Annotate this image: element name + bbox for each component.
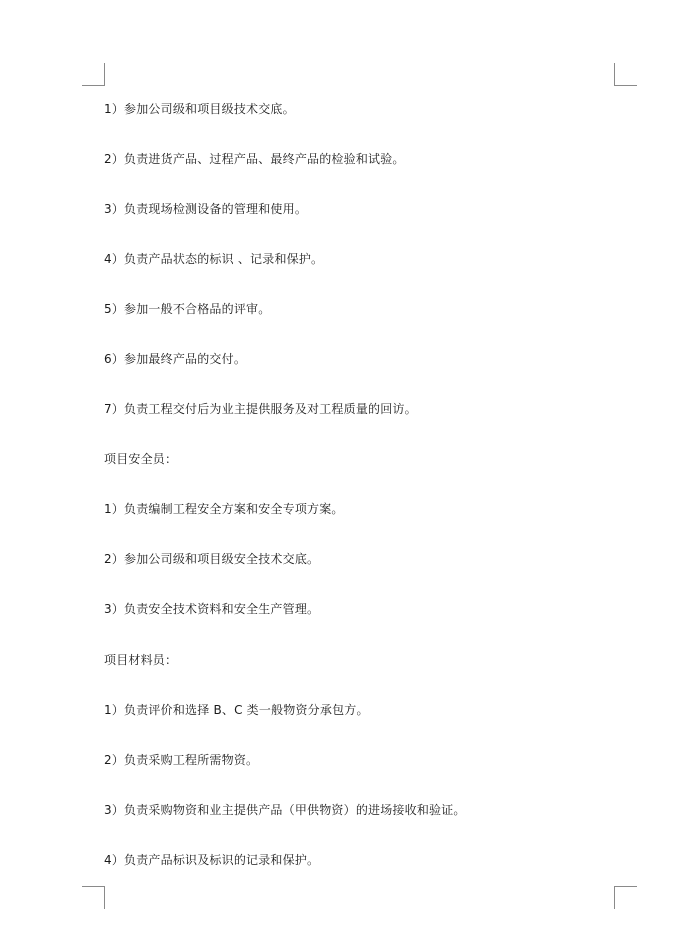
paragraph-line: 3）负责现场检测设备的管理和使用。 [104,202,308,216]
paragraph-line: 2）负责采购工程所需物资。 [104,753,259,767]
paragraph-line: 6）参加最终产品的交付。 [104,352,247,366]
paragraph-line: 5）参加一般不合格品的评审。 [104,302,271,316]
bottom-left-margin-mark [82,886,105,909]
paragraph-line: 2）负责进货产品、过程产品、最终产品的检验和试验。 [104,152,405,166]
paragraph-line: 4）负责产品标识及标识的记录和保护。 [104,853,320,867]
paragraph-line: 7）负责工程交付后为业主提供服务及对工程质量的回访。 [104,402,417,416]
section-heading: 项目安全员： [104,452,178,466]
section-heading: 项目材料员： [104,653,178,667]
paragraph-line: 4）负责产品状态的标识 、记录和保护。 [104,252,324,266]
paragraph-line: 1）参加公司级和项目级技术交底。 [104,102,295,116]
paragraph-line: 3）负责采购物资和业主提供产品（甲供物资）的进场接收和验证。 [104,803,466,817]
paragraph-line: 1）负责编制工程安全方案和安全专项方案。 [104,502,344,516]
top-left-margin-mark [82,63,105,86]
paragraph-line: 2）参加公司级和项目级安全技术交底。 [104,552,320,566]
top-right-margin-mark [614,63,637,86]
paragraph-line: 3）负责安全技术资料和安全生产管理。 [104,602,320,616]
bottom-right-margin-mark [614,886,637,909]
paragraph-line: 1）负责评价和选择 B、C 类一般物资分承包方。 [104,703,369,717]
